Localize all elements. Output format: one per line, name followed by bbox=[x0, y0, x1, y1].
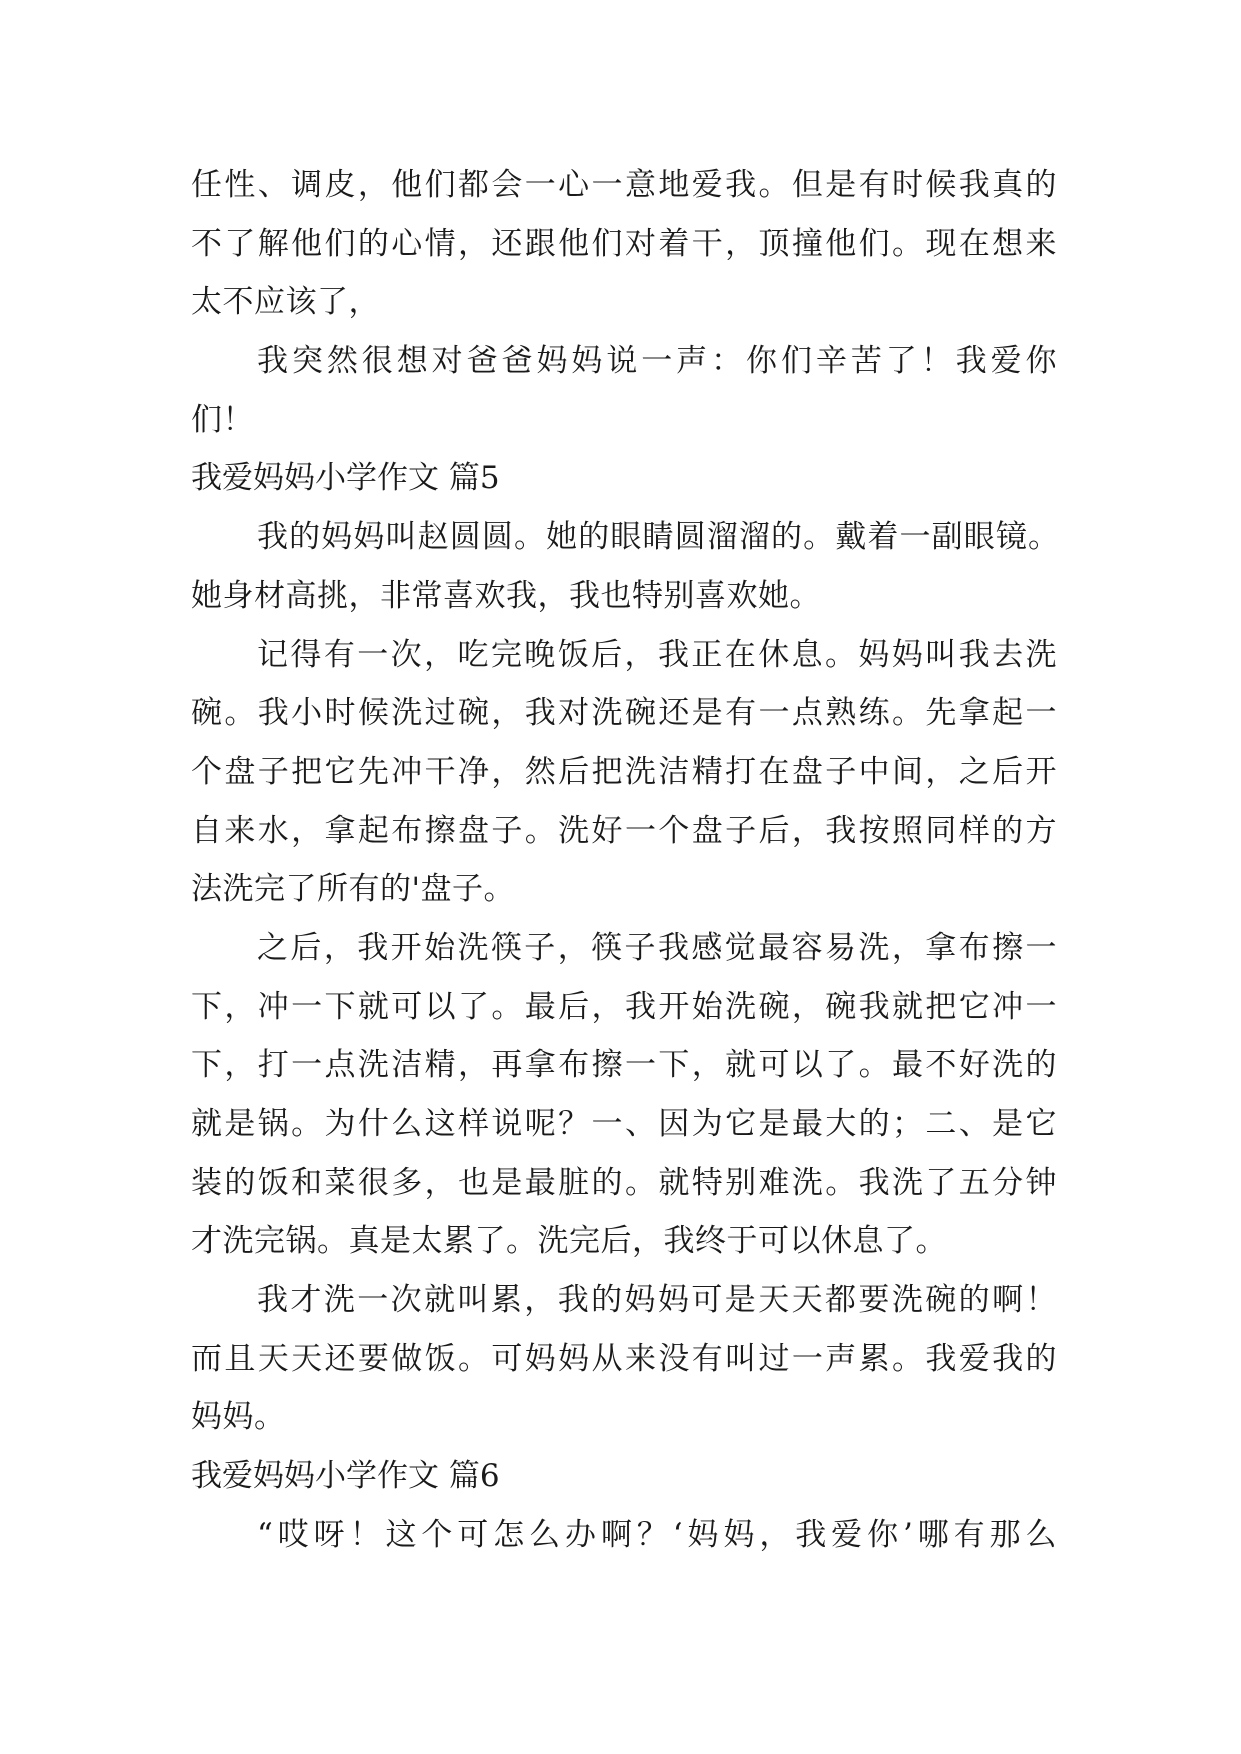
document-body bbox=[191, 156, 1057, 1565]
text-line: 我突然很想对爸爸妈妈说一声：你们辛苦了！我爱你 bbox=[257, 343, 1057, 380]
text-line: 而且天天还要做饭。可妈妈从来没有叫过一声累。我爱我的 bbox=[191, 1340, 1057, 1377]
text-line: 们！ bbox=[191, 401, 254, 438]
text-line: 太不应该了， bbox=[191, 284, 380, 321]
text-line: 自来水，拿起布擦盘子。洗好一个盘子后，我按照同样的方 bbox=[191, 812, 1057, 849]
text-line: 我的妈妈叫赵圆圆。她的眼睛圆溜溜的。戴着一副眼镜。 bbox=[257, 519, 1057, 556]
text-line: 碗。我小时候洗过碗，我对洗碗还是有一点熟练。先拿起一 bbox=[191, 695, 1057, 732]
section-heading: 我爱妈妈小学作文 篇5 bbox=[191, 460, 500, 497]
text-line: 个盘子把它先冲干净，然后把洗洁精打在盘子中间，之后开 bbox=[191, 753, 1057, 790]
text-line: 才洗完锅。真是太累了。洗完后，我终于可以休息了。 bbox=[191, 1223, 947, 1260]
text-line: 之后，我开始洗筷子，筷子我感觉最容易洗，拿布擦一 bbox=[257, 929, 1057, 966]
text-line: 不了解他们的心情，还跟他们对着干，顶撞他们。现在想来 bbox=[191, 225, 1057, 262]
text-line: 记得有一次，吃完晚饭后，我正在休息。妈妈叫我去洗 bbox=[257, 636, 1057, 673]
text-line: “哎呀！这个可怎么办啊？‘妈妈，我爱你’哪有那么 bbox=[257, 1516, 1057, 1553]
text-line: 法洗完了所有的'盘子。 bbox=[191, 871, 516, 908]
text-line: 我才洗一次就叫累，我的妈妈可是天天都要洗碗的啊！ bbox=[257, 1282, 1057, 1319]
text-line: 她身材高挑，非常喜欢我，我也特别喜欢她。 bbox=[191, 577, 821, 614]
text-line: 装的饭和菜很多，也是最脏的。就特别难洗。我洗了五分钟 bbox=[191, 1164, 1057, 1201]
text-line: 妈妈。 bbox=[191, 1399, 286, 1436]
section-heading: 我爱妈妈小学作文 篇6 bbox=[191, 1458, 500, 1495]
text-line: 就是锅。为什么这样说呢？一、因为它是最大的；二、是它 bbox=[191, 1106, 1057, 1142]
text-line: 下，冲一下就可以了。最后，我开始洗碗，碗我就把它冲一 bbox=[191, 988, 1057, 1025]
text-line: 任性、调皮，他们都会一心一意地爱我。但是有时候我真的 bbox=[191, 167, 1057, 203]
text-line: 下，打一点洗洁精，再拿布擦一下，就可以了。最不好洗的 bbox=[191, 1047, 1057, 1084]
